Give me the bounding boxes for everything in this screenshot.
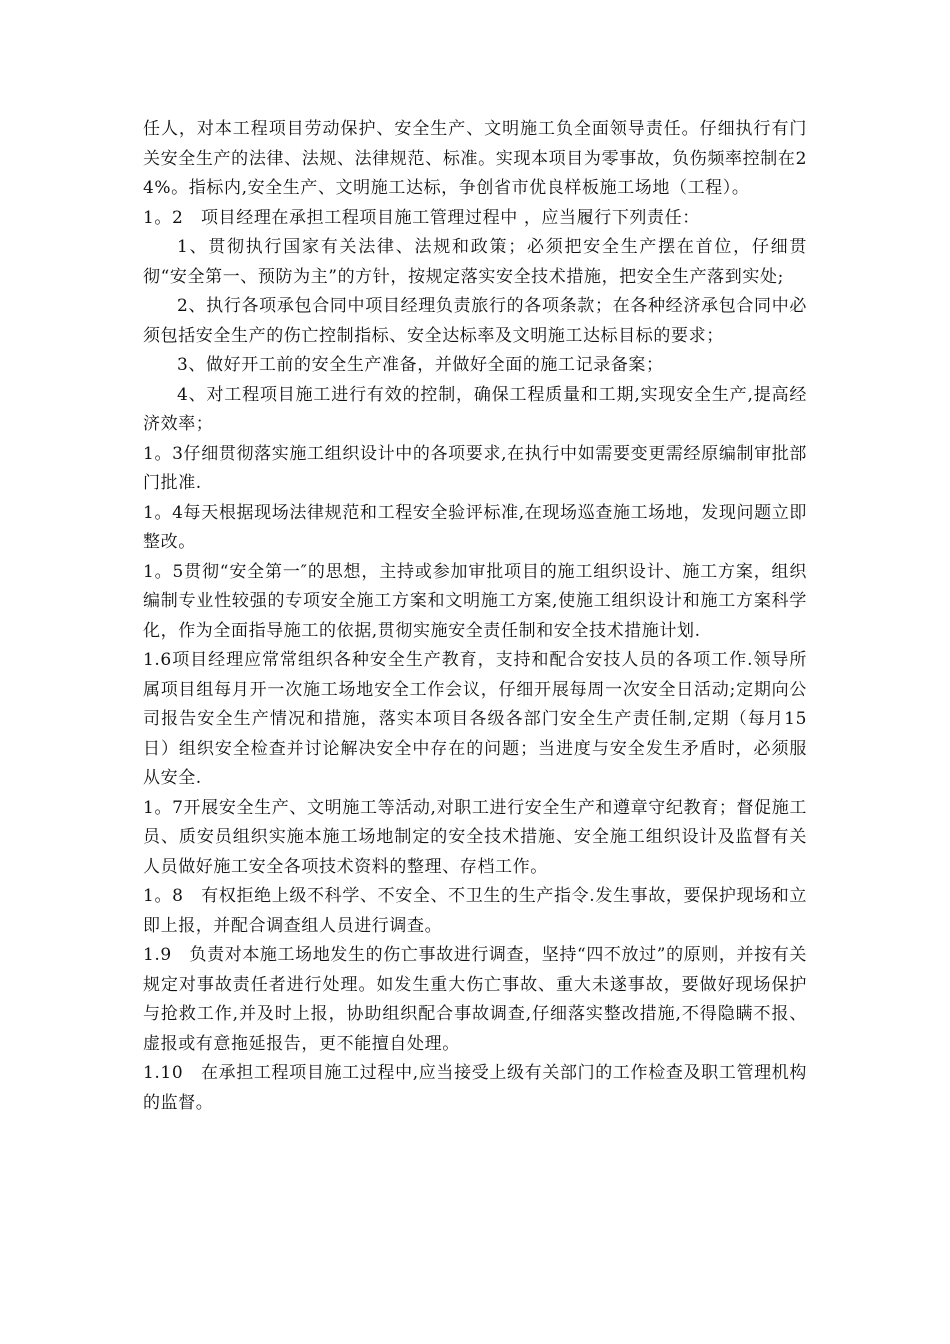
paragraph-section-1-5: 1。5贯彻“安全第一″的思想，主持或参加审批项目的施工组织设计、施工方案，组织编制专业性较强的专项安全施工方案和文明施工方案,使施工组织设计和施工方案科学化，作为全面指导施工的依据,贯彻实施安全责任制和安全技术措施计划. [143, 561, 807, 641]
paragraph-section-1-7: 1。7开展安全生产、文明施工等活动,对职工进行安全生产和遵章守纪教育；督促施工员、质安员组织实施本施工场地制定的安全技术措施、安全施工组织设计及监督有关人员做好施工安全各项技术资料的整理、存档工作。 [143, 797, 807, 877]
paragraph-intro-continuation: 任人，对本工程项目劳动保护、安全生产、文明施工负全面领导责任。仔细执行有门关安全生产的法律、法规、法律规范、标准。实现本项目为零事故，负伤频率控制在24%。指标内,安全生产、文明施工达标，争创省市优良样板施工场地（工程）。 [143, 119, 807, 198]
paragraph-section-1-9: 1.9 负责对本施工场地发生的伤亡事故进行调查，坚持“四不放过”的原则，并按有关规定对事故责任者进行处理。如发生重大伤亡事故、重大未遂事故，要做好现场保护与抢救工作,并及时上报，协助组织配合事故调查,仔细落实整改措施,不得隐瞒不报、虚报或有意拖延报告，更不能擅自处理。 [143, 945, 807, 1054]
paragraph-section-1-2: 1。2 项目经理在承担工程项目施工管理过程中 ，应当履行下列责任： [143, 207, 700, 228]
paragraph-section-1-3: 1。3仔细贯彻落实施工组织设计中的各项要求,在执行中如需要变更需经原编制审批部门批准. [143, 443, 807, 493]
paragraph-item-3: 3、做好开工前的安全生产准备，并做好全面的施工记录备案； [177, 355, 664, 375]
paragraph-section-1-4: 1。4每天根据现场法律规范和工程安全验评标准,在现场巡查施工场地，发现问题立即整改。 [143, 502, 807, 552]
paragraph-item-2: 2、执行各项承包合同中项目经理负责旅行的各项条款；在各种经济承包合同中必须包括安全生产的伤亡控制指标、安全达标率及文明施工达标目标的要求； [143, 296, 807, 346]
paragraph-section-1-8: 1。8 有权拒绝上级不科学、不安全、不卫生的生产指令.发生事故，要保护现场和立即上报，并配合调查组人员进行调查。 [143, 886, 807, 936]
paragraph-section-1-6: 1.6项目经理应常常组织各种安全生产教育，支持和配合安技人员的各项工作.领导所属项目组每月开一次施工场地安全工作会议，仔细开展每周一次安全日活动;定期向公司报告安全生产情况和措施，落实本项目各级各部门安全生产责任制,定期（每月15日）组织安全检查并讨论解决安全中存在的问题；当进度与安全发生矛盾时，必须服从安全. [143, 650, 807, 788]
paragraph-section-1-10: 1.10 在承担工程项目施工过程中,应当接受上级有关部门的工作检查及职工管理机构的监督。 [143, 1063, 807, 1113]
paragraph-item-1: 1、贯彻执行国家有关法律、法规和政策；必须把安全生产摆在首位，仔细贯彻“安全第一、预防为主”的方针，按规定落实安全技术措施，把安全生产落到实处; [143, 237, 807, 287]
paragraph-item-4: 4、对工程项目施工进行有效的控制，确保工程质量和工期,实现安全生产,提高经济效率； [143, 384, 807, 434]
document-body [143, 115, 807, 1118]
